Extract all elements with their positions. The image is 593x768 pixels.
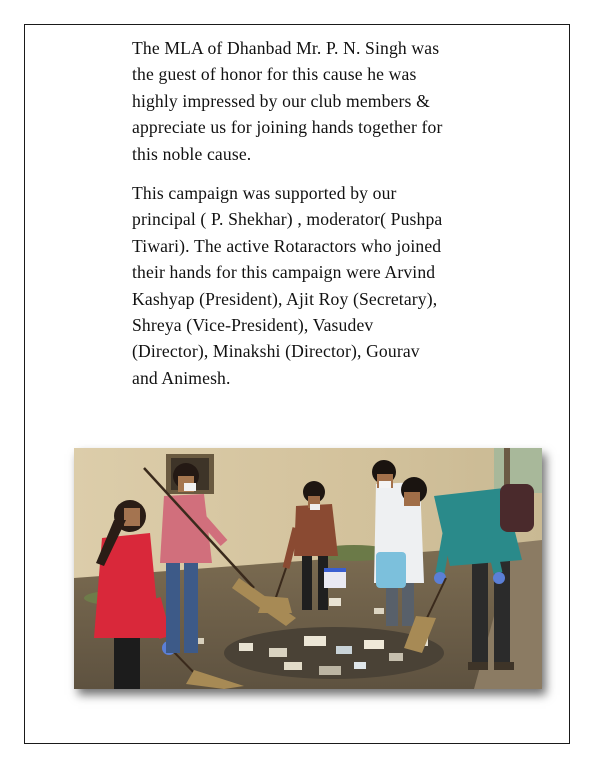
- text-line: the guest of honor for this cause he was: [132, 64, 417, 85]
- body-text: [132, 35, 552, 391]
- text-line: their hands for this campaign were Arvind: [132, 262, 436, 283]
- paragraph-mla: [132, 35, 552, 167]
- text-line: this noble cause.: [132, 143, 252, 164]
- text-line: appreciate us for joining hands together for: [132, 117, 443, 138]
- text-line: highly impressed by our club members &: [132, 90, 430, 111]
- text-line: Shreya (Vice-President), Vasudev: [132, 315, 374, 336]
- text-line: Tiwari). The active Rotaractors who joined: [132, 235, 442, 256]
- cleanup-photo-illustration: [74, 448, 542, 689]
- text-line: Kashyap (President), Ajit Roy (Secretary),: [132, 288, 438, 309]
- cleanup-photo: [74, 448, 542, 689]
- text-line: and Animesh.: [132, 367, 231, 388]
- text-line: The MLA of Dhanbad Mr. P. N. Singh was: [132, 38, 440, 58]
- text-line: This campaign was supported by our: [132, 183, 397, 204]
- text-line: principal ( P. Shekhar) , moderator( Pushpa: [132, 209, 443, 230]
- paragraph-campaign: [132, 180, 552, 391]
- paragraph-gap: [132, 167, 552, 180]
- text-line: (Director), Minakshi (Director), Gourav: [132, 341, 420, 362]
